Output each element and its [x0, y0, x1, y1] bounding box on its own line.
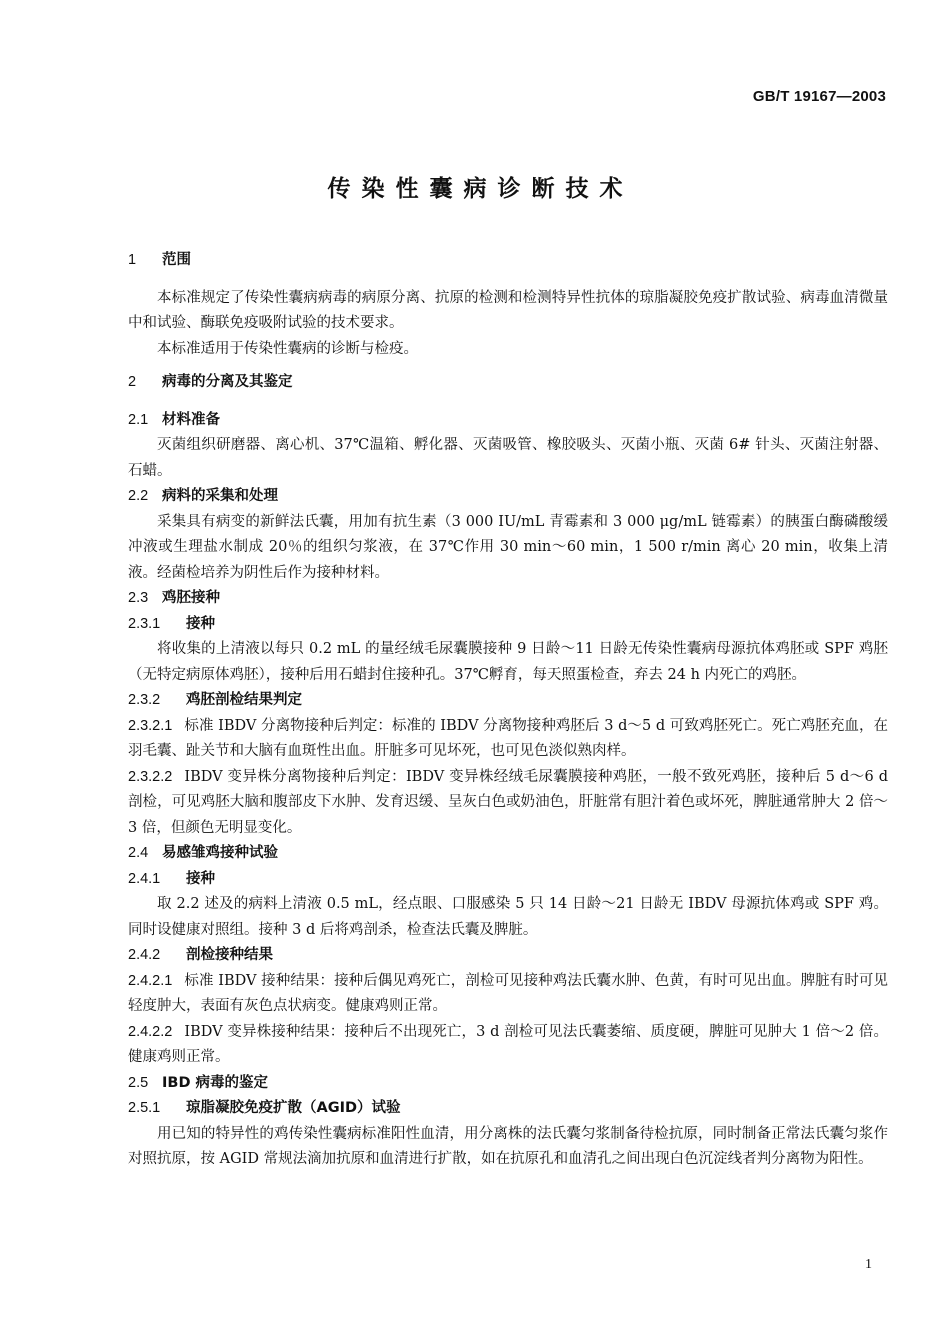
section-number: 2 [128, 374, 137, 390]
paragraph: 取 2.2 述及的病料上清液 0.5 mL，经点眼、口服感染 5 只 14 日龄～21 日龄无 IBDV 母源抗体鸡或 SPF 鸡。同时设健康对照组。接种 3 d 后将鸡剖杀，检查法氏囊及脾脏。 [128, 896, 888, 938]
numbered-paragraph-2-4-2-2 [128, 1020, 888, 1071]
section-title: 材料准备 [162, 411, 220, 428]
section-2-5-heading [128, 1071, 888, 1097]
paragraph: 灭菌组织研磨器、离心机、37℃温箱、孵化器、灭菌吸管、橡胶吸头、灭菌小瓶、灭菌 6# 针头、灭菌注射器、石蜡。 [128, 437, 888, 479]
section-2-5-1-heading [128, 1096, 888, 1122]
section-number: 2.1 [128, 411, 149, 428]
paragraph: 采集具有病变的新鲜法氏囊，用加有抗生素（3 000 IU/mL 青霉素和 3 000 μg/mL 链霉素）的胰蛋白酶磷酸缓冲液或生理盐水制成 20％的组织匀浆液，在 37℃作用 30 min～60 min，1 500 r/min 离心 20 min，收集上清液。经菌检培养为阴性后作为接种材料。 [128, 513, 888, 581]
section-title: 病料的采集和处理 [162, 488, 278, 504]
section-number: 2.3 [128, 590, 149, 606]
section-title: 剖检接种结果 [186, 947, 273, 963]
section-title: 范围 [162, 252, 191, 268]
paragraph-number: 2.4.2.1 [128, 972, 173, 989]
page-number: 1 [865, 1257, 872, 1272]
section-title: 鸡胚接种 [162, 590, 220, 606]
section-2-2-heading [128, 484, 888, 510]
section-2-4-heading [128, 841, 888, 867]
paragraph-text: 标准 IBDV 接种结果：接种后偶见鸡死亡，剖检可见接种鸡法氏囊水肿、色黄，有时可见出血。脾脏有时可见轻度肿大，表面有灰色点状病变。健康鸡则正常。 [128, 972, 888, 1014]
paragraph: 用已知的特异性的鸡传染性囊病标准阳性血清，用分离株的法氏囊匀浆制备待检抗原，同时制备正常法氏囊匀浆作对照抗原，按 AGID 常规法滴加抗原和血清进行扩散，如在抗原孔和血清孔之间出现白色沉淀线者判分离物为阳性。 [128, 1125, 888, 1167]
paragraph-text: 标准 IBDV 分离物接种后判定：标准的 IBDV 分离物接种鸡胚后 3 d～5 d 可致鸡胚死亡。死亡鸡胚充血，在羽毛囊、趾关节和大脑有血斑性出血。肝脏多可见坏死，也可见色淡似熟肉样。 [128, 717, 888, 759]
paragraph-number: 2.3.2.1 [128, 717, 173, 734]
section-2-3-1-heading [128, 612, 888, 638]
document-body [128, 248, 888, 1173]
paragraph-number: 2.4.2.2 [128, 1023, 173, 1040]
section-2-3-2-heading [128, 688, 888, 714]
section-title: 接种 [186, 870, 215, 887]
section-number: 2.3.2 [128, 692, 161, 708]
numbered-paragraph-2-3-2-1 [128, 714, 888, 765]
section-number: 2.4.2 [128, 947, 161, 963]
section-number: 2.2 [128, 488, 149, 504]
numbered-paragraph-2-4-2-1 [128, 969, 888, 1020]
section-1-heading [128, 248, 888, 274]
section-2-heading [128, 370, 888, 396]
section-number: 2.5 [128, 1074, 149, 1091]
section-title: IBD 病毒的鉴定 [162, 1074, 269, 1091]
section-title: 鸡胚剖检结果判定 [186, 692, 302, 708]
section-title: 接种 [186, 615, 215, 632]
section-2-1-heading [128, 408, 888, 434]
paragraph-number: 2.3.2.2 [128, 768, 173, 785]
paragraph: 本标准适用于传染性囊病的诊断与检疫。 [157, 340, 418, 357]
standard-code: GB/T 19167—2003 [752, 88, 886, 105]
document-title: 传染性囊病诊断技术 [327, 176, 634, 202]
section-number: 1 [128, 252, 137, 268]
section-title: 易感雏鸡接种试验 [162, 845, 278, 861]
section-number: 2.3.1 [128, 615, 161, 632]
paragraph-text: IBDV 变异株分离物接种后判定：IBDV 变异株经绒毛尿囊膜接种鸡胚，一般不致死鸡胚，接种后 5 d～6 d 剖检，可见鸡胚大脑和腹部皮下水肿、发育迟缓、呈灰白色或奶油色，肝脏常有胆汁着色或坏死，脾脏通常肿大 2 倍～3 倍，但颜色无明显变化。 [128, 768, 888, 836]
paragraph: 本标准规定了传染性囊病病毒的病原分离、抗原的检测和检测特异性抗体的琼脂凝胶免疫扩散试验、病毒血清微量中和试验、酶联免疫吸附试验的技术要求。 [128, 289, 888, 331]
section-number: 2.5.1 [128, 1100, 161, 1116]
section-title: 琼脂凝胶免疫扩散（AGID）试验 [186, 1100, 401, 1116]
section-2-3-heading [128, 586, 888, 612]
paragraph: 将收集的上清液以每只 0.2 mL 的量经绒毛尿囊膜接种 9 日龄～11 日龄无传染性囊病母源抗体鸡胚或 SPF 鸡胚（无特定病原体鸡胚），接种后用石蜡封住接种孔。37℃孵育，每天照蛋检查，弃去 24 h 内死亡的鸡胚。 [128, 641, 888, 683]
numbered-paragraph-2-3-2-2 [128, 765, 888, 842]
paragraph-text: IBDV 变异株接种结果：接种后不出现死亡，3 d 剖检可见法氏囊萎缩、质度硬，脾脏可见肿大 1 倍～2 倍。健康鸡则正常。 [128, 1023, 888, 1065]
section-number: 2.4.1 [128, 870, 161, 887]
section-title: 病毒的分离及其鉴定 [162, 374, 293, 390]
section-number: 2.4 [128, 845, 149, 861]
section-2-4-1-heading [128, 867, 888, 893]
section-2-4-2-heading [128, 943, 888, 969]
